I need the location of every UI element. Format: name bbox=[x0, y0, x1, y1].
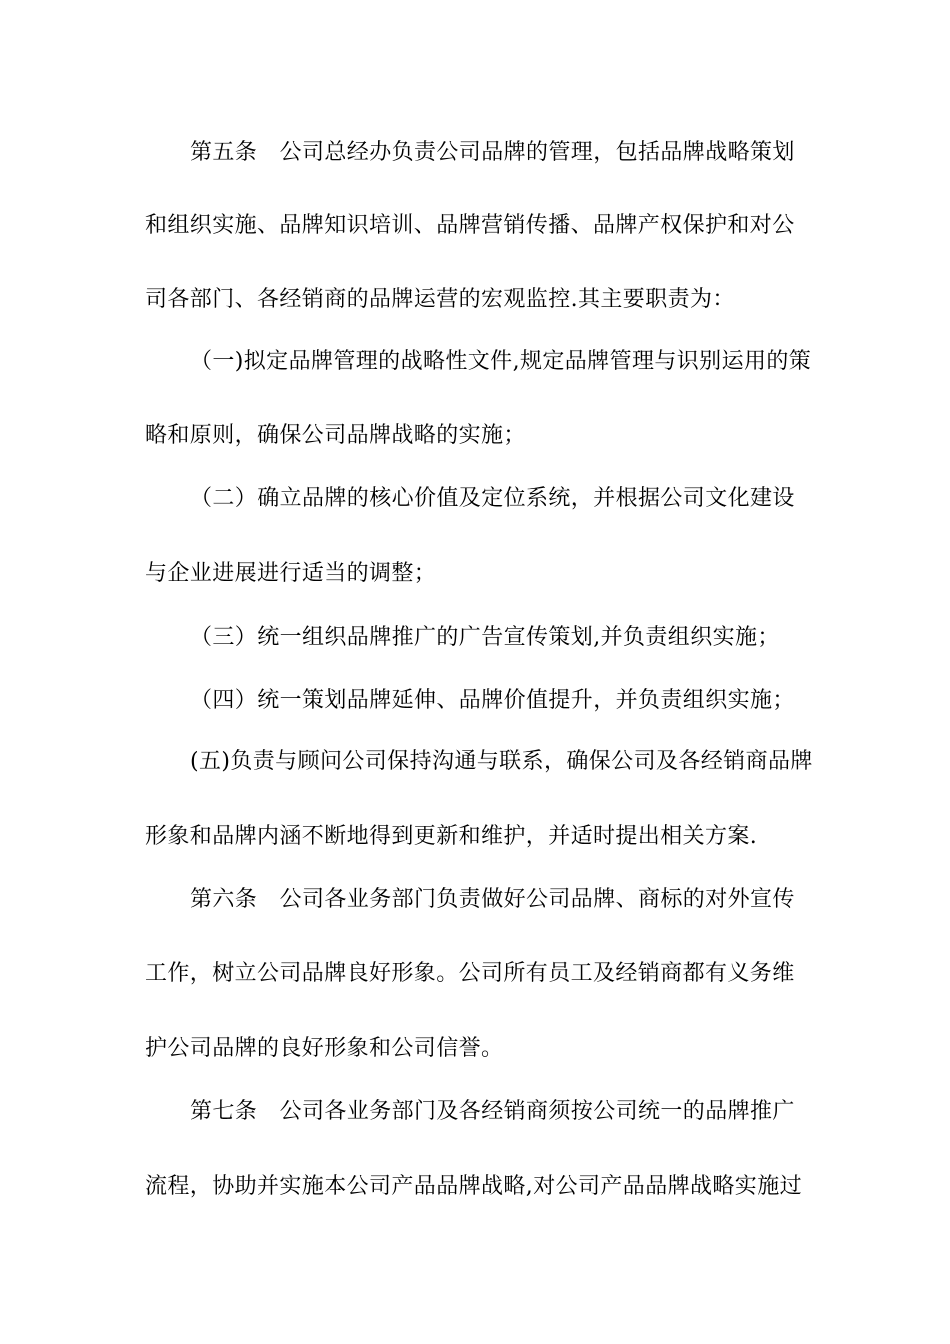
item-5-line-1: (五)负责与顾问公司保持沟通与联系，确保公司及各经销商品牌 bbox=[190, 749, 813, 774]
article-7-line-2: 流程，协助并实施本公司产品品牌战略,对公司产品品牌战略实施过 bbox=[145, 1174, 802, 1199]
item-2-line-2: 与企业进展进行适当的调整； bbox=[145, 561, 437, 586]
article-6-line-2: 工作，树立公司品牌良好形象。公司所有员工及经销商都有义务维 bbox=[145, 961, 795, 986]
article-5-line-2: 和组织实施、品牌知识培训、品牌营销传播、品牌产权保护和对公 bbox=[145, 213, 795, 238]
article-6-line-1: 第六条 公司各业务部门负责做好公司品牌、商标的对外宣传 bbox=[190, 887, 795, 912]
article-7-line-1: 第七条 公司各业务部门及各经销商须按公司统一的品牌推广 bbox=[190, 1099, 795, 1124]
article-5-line-3: 司各部门、各经销商的品牌运营的宏观监控.其主要职责为： bbox=[145, 287, 735, 312]
item-1-line-2: 略和原则，确保公司品牌战略的实施； bbox=[145, 423, 526, 448]
item-2-line-1: （二）确立品牌的核心价值及定位系统，并根据公司文化建设 bbox=[190, 486, 795, 511]
item-5-line-2: 形象和品牌内涵不断地得到更新和维护，并适时提出相关方案. bbox=[145, 824, 758, 849]
item-3-line: （三）统一组织品牌推广的广告宣传策划,并负责组织实施； bbox=[190, 625, 780, 650]
item-1-line-1: （一)拟定品牌管理的战略性文件,规定品牌管理与识别运用的策 bbox=[190, 349, 812, 374]
article-5-line-1: 第五条 公司总经办负责公司品牌的管理，包括品牌战略策划 bbox=[190, 140, 795, 165]
article-6-line-3: 护公司品牌的良好形象和公司信誉。 bbox=[145, 1036, 504, 1061]
item-4-line: （四）统一策划品牌延伸、品牌价值提升，并负责组织实施； bbox=[190, 688, 795, 713]
